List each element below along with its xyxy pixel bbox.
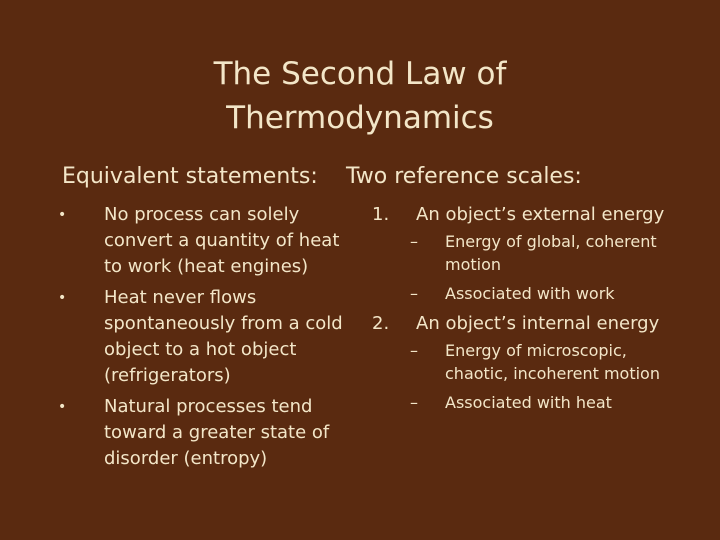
sub-text: Associated with work: [445, 284, 615, 303]
left-column: [58, 162, 352, 477]
dash-icon: –: [410, 393, 418, 412]
list-item: [58, 202, 352, 280]
statement-text: No process can solely convert a quantity of heat to work (heat engines): [104, 204, 340, 277]
sub-list-item: [410, 339, 676, 385]
sub-text: Associated with heat: [445, 393, 612, 412]
left-heading: Equivalent statements:: [62, 164, 318, 189]
list-item: [346, 202, 676, 305]
bullet-icon: •: [58, 290, 67, 306]
sub-list-item: [410, 230, 676, 276]
scale-text: An object’s external energy: [416, 204, 665, 225]
slide-title: [0, 52, 720, 140]
sub-list: [410, 339, 676, 414]
statement-text: Heat never flows spontaneously from a cold object to a hot object (refrigerators): [104, 287, 343, 386]
list-item: [346, 311, 676, 414]
sub-list: [410, 230, 676, 305]
item-number: 2.: [372, 313, 390, 334]
scale-list: [346, 202, 676, 414]
sub-text: Energy of microscopic, chaotic, incoherent motion: [445, 341, 660, 383]
dash-icon: –: [410, 284, 418, 303]
title-line-1: The Second Law of: [213, 56, 507, 92]
right-heading: Two reference scales:: [346, 164, 582, 189]
right-column: [346, 162, 676, 420]
list-item: [58, 394, 352, 472]
bullet-icon: •: [58, 207, 67, 223]
sub-list-item: [410, 282, 676, 305]
statement-list: [58, 202, 352, 472]
sub-list-item: [410, 391, 676, 414]
dash-icon: –: [410, 232, 418, 251]
sub-text: Energy of global, coherent motion: [445, 232, 657, 274]
title-line-2: Thermodynamics: [226, 100, 494, 136]
dash-icon: –: [410, 341, 418, 360]
statement-text: Natural processes tend toward a greater state of disorder (entropy): [104, 396, 330, 469]
scale-text: An object’s internal energy: [416, 313, 660, 334]
list-item: [58, 285, 352, 389]
item-number: 1.: [372, 204, 390, 225]
bullet-icon: •: [58, 399, 67, 415]
